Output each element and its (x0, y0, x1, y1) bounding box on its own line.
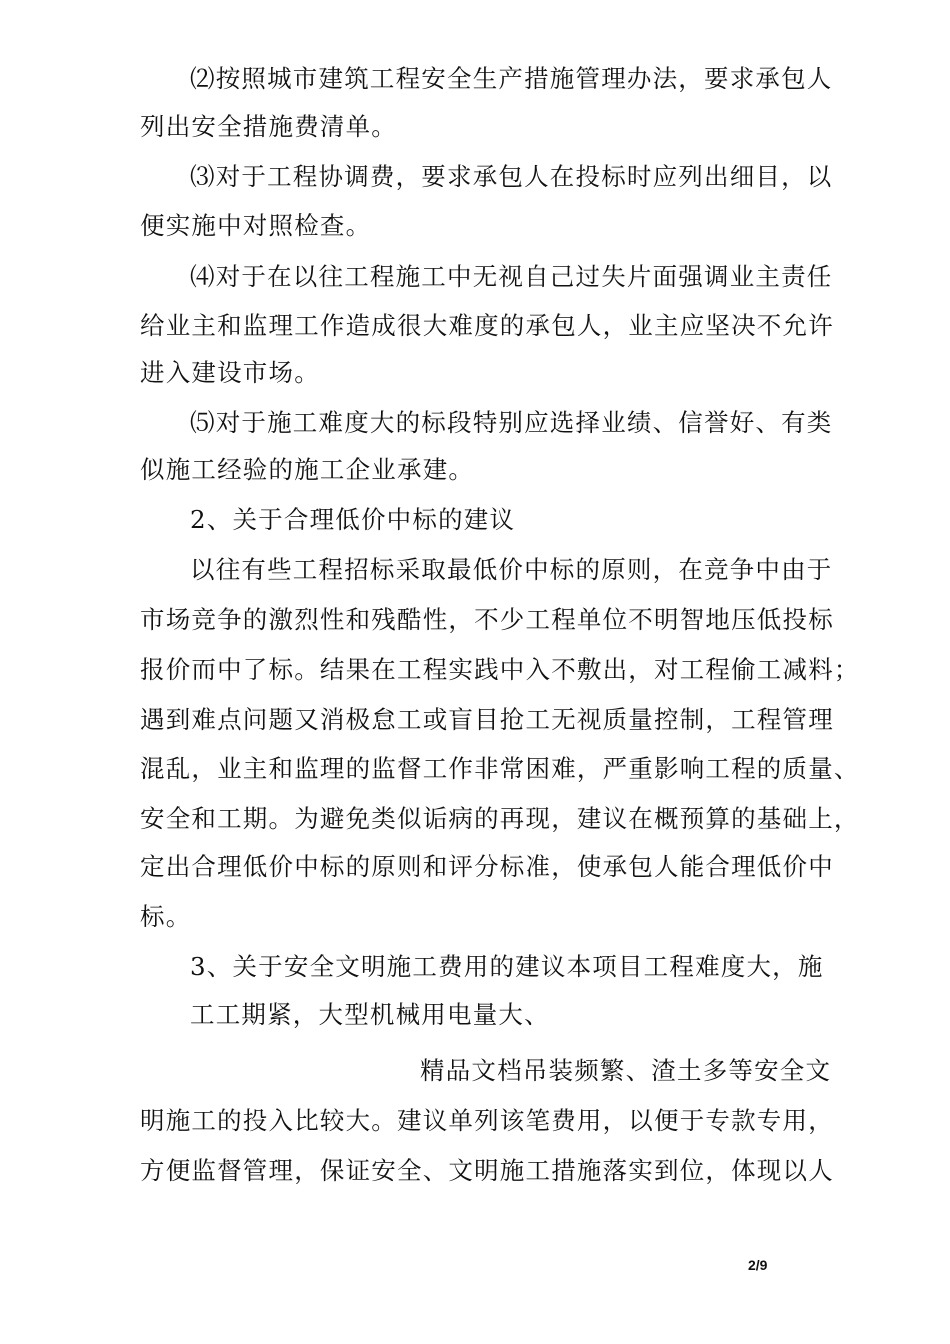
text-line: 方便监督管理，保证安全、文明施工措施落实到位，体现以人 (140, 1156, 834, 1185)
text-line: 给业主和监理工作造成很大难度的承包人，业主应坚决不允许 (140, 311, 834, 340)
section-heading: 2、关于合理低价中标的建议 (190, 505, 516, 534)
text-line: 遇到难点问题又消极怠工或盲目抢工无视质量控制，工程管理 (140, 705, 834, 734)
text-line: ⑸对于施工难度大的标段特别应选择业绩、信誉好、有类 (190, 408, 833, 437)
text-line: 混乱，业主和监理的监督工作非常困难，严重影响工程的质量、 (140, 754, 860, 783)
text-line: 标。 (140, 902, 192, 931)
text-line: 市场竞争的激烈性和残酷性，不少工程单位不明智地压低投标 (140, 605, 834, 634)
text-line: 进入建设市场。 (140, 358, 320, 387)
text-line: 列出安全措施费清单。 (140, 112, 397, 141)
text-line: 报价而中了标。结果在工程实践中入不敷出，对工程偷工减料； (140, 655, 860, 684)
section-heading: 3、关于安全文明施工费用的建议本项目工程难度大，施 (190, 952, 824, 981)
text-line: 以往有些工程招标采取最低价中标的原则，在竞争中由于 (190, 555, 833, 584)
text-line: 似施工经验的施工企业承建。 (140, 455, 475, 484)
page-number: 2/9 (748, 1257, 768, 1273)
text-line: ⑵按照城市建筑工程安全生产措施管理办法，要求承包人 (190, 64, 833, 93)
text-line: 便实施中对照检查。 (140, 211, 372, 240)
text-line: 安全和工期。为避免类似诟病的再现，建议在概预算的基础上， (140, 804, 860, 833)
text-line: 精品文档吊装频繁、渣土多等安全文 (420, 1056, 832, 1085)
text-line: 定出合理低价中标的原则和评分标准，使承包人能合理低价中 (140, 852, 834, 881)
text-line: ⑶对于工程协调费，要求承包人在投标时应列出细目，以 (190, 162, 833, 191)
text-line: 明施工的投入比较大。建议单列该笔费用，以便于专款专用， (140, 1106, 834, 1135)
text-line: 工工期紧，大型机械用电量大、 (190, 1000, 550, 1029)
text-line: ⑷对于在以往工程施工中无视自己过失片面强调业主责任 (190, 262, 833, 291)
